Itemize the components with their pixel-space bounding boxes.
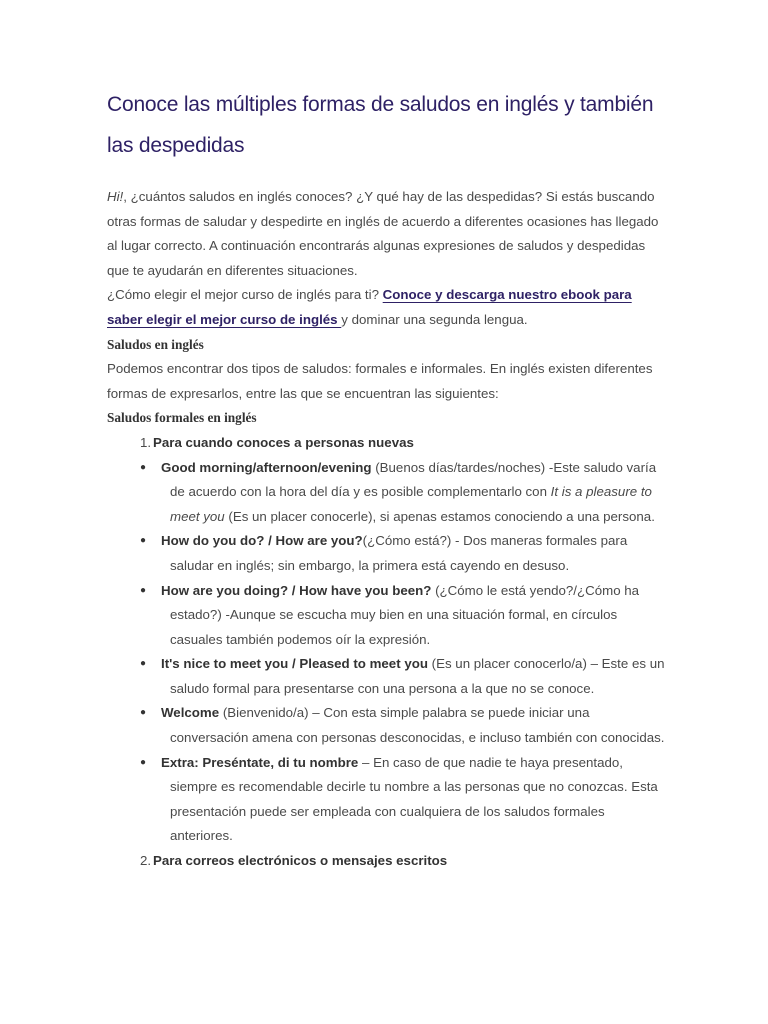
list-item	[107, 579, 667, 653]
greeting-desc-end: (Es un placer conocerle), si apenas estamos conociendo a una persona.	[224, 508, 655, 524]
greeting-levels-list-2	[107, 849, 667, 874]
list-item-text	[161, 529, 667, 578]
greeting-italic: It is a pleasure to meet you	[170, 484, 652, 524]
greeting-desc: – En caso de que nadie te haya presentado, siempre es recomendable decirle tu nombre a las personas que no conozcas. Esta presentación puede ser empleada con cualquiera de los saludos formales anteriores.	[170, 754, 658, 844]
level-title: Para correos electrónicos o mensajes escritos	[153, 853, 448, 869]
intro-hi: Hi!	[107, 189, 124, 204]
bullet-icon: ●	[140, 461, 147, 473]
greeting-phrase: Good morning/afternoon/evening	[161, 459, 372, 475]
list-item-text	[161, 456, 667, 530]
greeting-desc: (¿Cómo está?) - Dos maneras formales para saludar en inglés; sin embargo, la primera está cayendo en desuso.	[170, 533, 628, 573]
intro	[107, 185, 667, 333]
list-item	[107, 701, 667, 750]
greeting-desc: (Es un placer conocerlo/a) – Este es un saludo formal para presentarse con una persona a la que no se conoce.	[170, 656, 665, 696]
intro-after-link: y dominar una segunda lengua.	[341, 311, 528, 327]
section-heading-formales: Saludos formales en inglés	[107, 410, 257, 426]
greeting-phrase: How are you doing? / How have you been?	[161, 582, 432, 598]
list-item	[107, 456, 667, 530]
bullet-icon: ●	[140, 707, 147, 719]
article	[107, 84, 667, 874]
page-title: Conoce las múltiples formas de saludos en inglés y también las despedidas	[107, 93, 654, 157]
greeting-phrase: Welcome	[161, 705, 220, 721]
intro-text: , ¿cuántos saludos en inglés conoces? ¿Y qué hay de las despedidas? Si estás buscando otras formas de saludar y despedirte en inglés de acuerdo a diferentes ocasiones has llegado al lugar correcto. A continuación encontrarás algunas expresiones de saludos y despedidas que te ayudarán en diferentes situaciones.	[107, 189, 659, 278]
bullet-icon: ●	[140, 658, 147, 670]
intro-paragraph	[107, 185, 667, 283]
level-number: 2.	[140, 853, 152, 869]
list-item-text	[161, 579, 667, 653]
list-item	[107, 652, 667, 701]
intro-question: ¿Cómo elegir el mejor curso de inglés para ti?	[107, 287, 383, 303]
section-heading-saludos: Saludos en inglés	[107, 336, 204, 352]
bullet-icon: ●	[140, 756, 147, 768]
list-item	[107, 751, 667, 849]
list-item-text	[161, 652, 667, 701]
bullet-icon: ●	[140, 535, 147, 547]
ebook-link[interactable]: Conoce y descarga nuestro ebook para saber elegir el mejor curso de inglés	[107, 287, 632, 327]
greeting-levels-list	[107, 431, 667, 456]
bullet-icon: ●	[140, 584, 147, 596]
greeting-desc: (Bienvenido/a) – Con esta simple palabra se puede iniciar una conversación amena con personas desconocidas, e incluso también con conocidas.	[170, 705, 665, 746]
level-item	[107, 849, 667, 874]
greeting-desc: (Buenos días/tardes/noches) -Este saludo varía de acuerdo con la hora del día y es posible complementarlo con	[170, 459, 657, 500]
intro-question-paragraph	[107, 283, 667, 332]
greeting-phrase: How do you do? / How are you?	[161, 533, 363, 549]
formal-greetings-list	[107, 456, 667, 850]
level-item	[107, 431, 667, 456]
list-item-text	[161, 751, 667, 849]
section-text-saludos: Podemos encontrar dos tipos de saludos: formales e informales. En inglés existen diferentes formas de expresarlos, entre las que se encuentran las siguientes:	[107, 361, 653, 401]
level-title: Para cuando conoces a personas nuevas	[153, 434, 414, 450]
list-item	[107, 529, 667, 578]
greeting-desc: (¿Cómo le está yendo?/¿Cómo ha estado?) -Aunque se escucha muy bien en una situación formal, en círculos casuales también podemos oír la expresión.	[170, 582, 640, 647]
level-number: 1.	[140, 434, 152, 450]
greeting-phrase: Extra: Preséntate, di tu nombre	[161, 754, 359, 770]
greeting-phrase: It's nice to meet you / Pleased to meet you	[161, 656, 428, 672]
list-item-text	[161, 701, 667, 750]
